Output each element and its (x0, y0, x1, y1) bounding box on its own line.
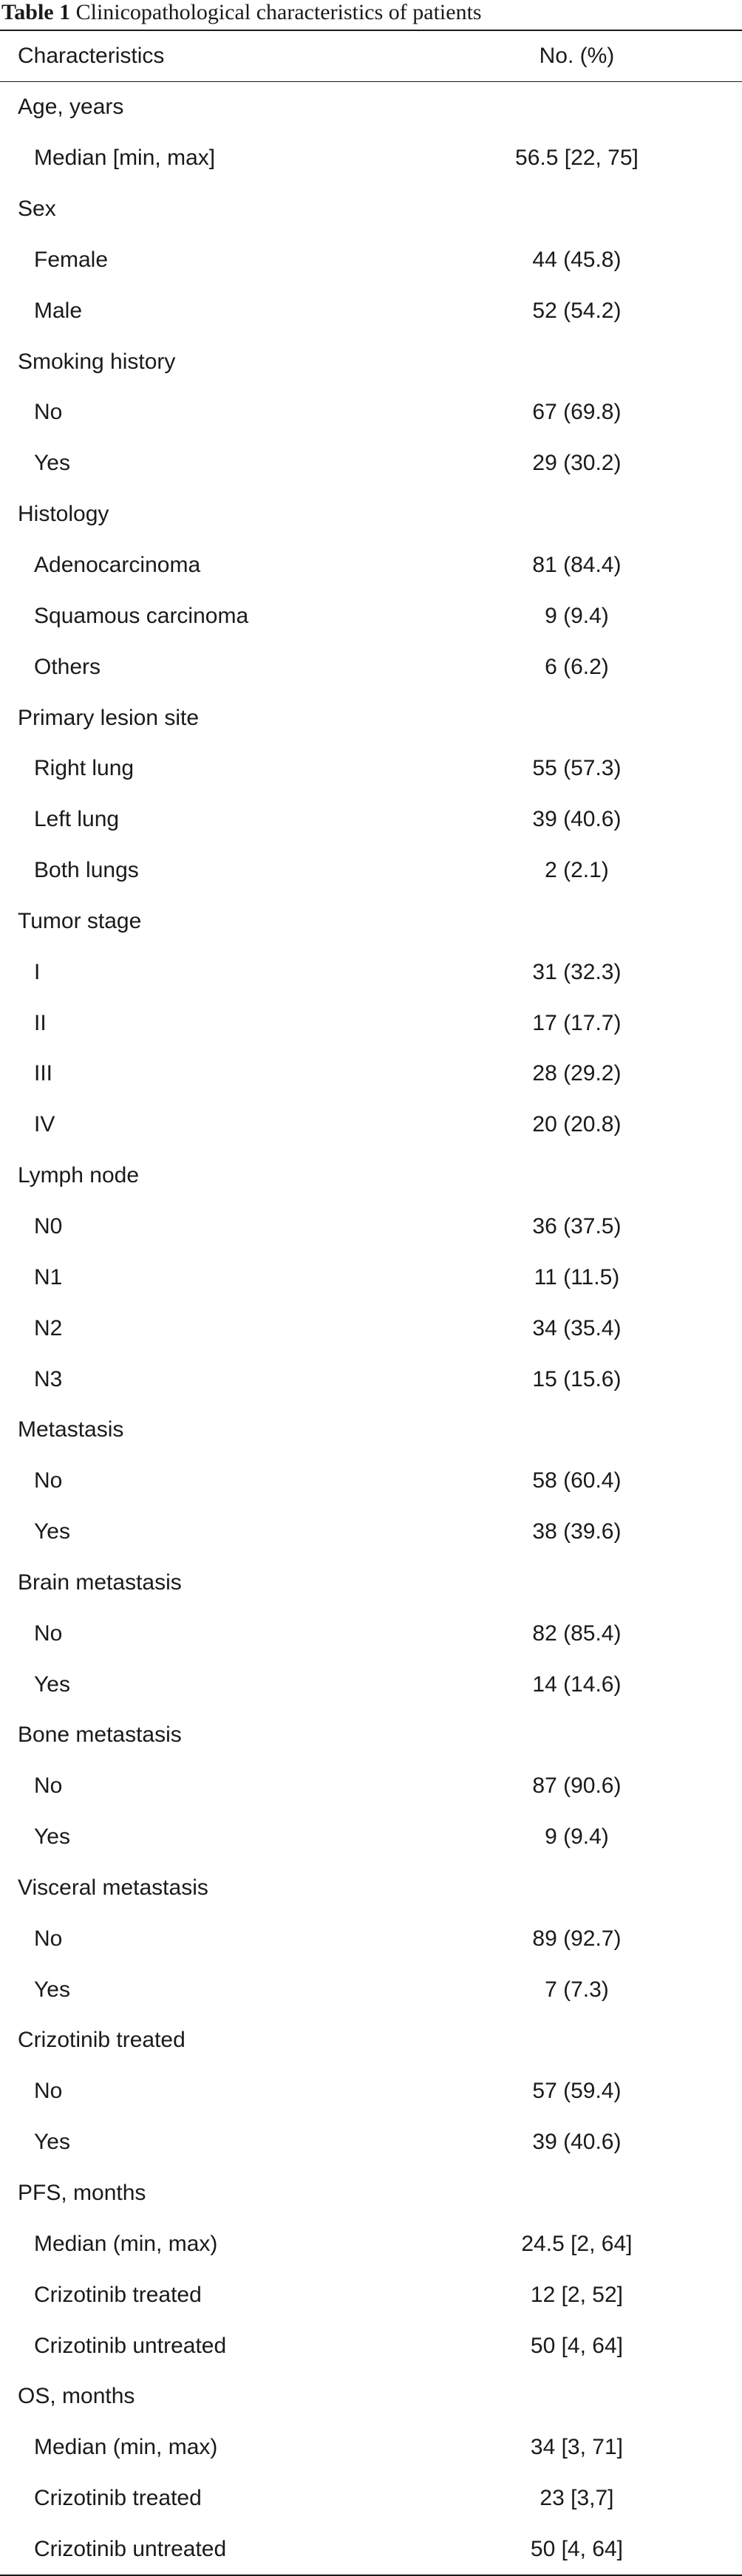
row-label: IV (34, 1112, 55, 1137)
row-spacer (691, 2066, 742, 2117)
row-value: 28 (29.2) (532, 1061, 622, 1086)
table-row (0, 1761, 742, 1812)
row-spacer (691, 2168, 742, 2219)
row-value: 39 (40.6) (532, 2130, 622, 2155)
row-spacer (691, 641, 742, 692)
table-row (0, 2269, 742, 2320)
row-spacer (691, 1608, 742, 1659)
table-row (0, 1252, 742, 1303)
group-label: Smoking history (18, 349, 176, 374)
row-spacer (691, 438, 742, 489)
row-label: Median (min, max) (34, 2435, 218, 2460)
row-label: Crizotinib treated (34, 2282, 202, 2307)
row-label: Female (34, 247, 109, 272)
row-spacer (691, 1100, 742, 1151)
row-label: Yes (34, 451, 70, 476)
row-value: 39 (40.6) (532, 807, 622, 832)
row-label: Squamous carcinoma (34, 603, 249, 628)
group-label: Histology (18, 502, 109, 527)
row-spacer (691, 1761, 742, 1812)
row-label: Right lung (34, 756, 135, 781)
data-table (0, 31, 742, 2575)
row-spacer (691, 2473, 742, 2524)
header-spacer (691, 31, 742, 81)
header-row (0, 31, 742, 81)
row-value: 57 (59.4) (532, 2079, 622, 2104)
row-label: No (34, 2079, 63, 2104)
row-spacer (691, 1710, 742, 1761)
row-value (463, 336, 691, 387)
table-row (0, 1507, 742, 1558)
table-row (0, 2473, 742, 2524)
row-spacer (691, 1913, 742, 1964)
table-group-row (0, 1557, 742, 1608)
row-spacer (691, 1557, 742, 1608)
row-spacer (691, 2371, 742, 2422)
row-spacer (691, 845, 742, 896)
row-label: Yes (34, 1519, 70, 1544)
row-spacer (691, 1049, 742, 1100)
row-label: No (34, 1468, 63, 1493)
row-label: N1 (34, 1264, 63, 1289)
row-value (463, 1405, 691, 1456)
table-group-row (0, 1863, 742, 1914)
row-label: N0 (34, 1213, 63, 1238)
table-row (0, 947, 742, 998)
table-row (0, 235, 742, 286)
row-value: 50 [4, 64] (530, 2536, 623, 2561)
table-row (0, 1303, 742, 1354)
row-value (463, 1710, 691, 1761)
row-label: No (34, 400, 63, 425)
row-value (463, 896, 691, 947)
row-value: 82 (85.4) (532, 1621, 622, 1646)
table-row (0, 1354, 742, 1405)
row-spacer (691, 1863, 742, 1914)
table-row (0, 285, 742, 336)
table-group-row (0, 82, 742, 133)
table-row (0, 998, 742, 1049)
row-label: Left lung (34, 807, 120, 832)
row-label: II (34, 1010, 47, 1035)
table-row (0, 1049, 742, 1100)
row-spacer (691, 2320, 742, 2371)
row-value: 23 [3,7] (540, 2486, 614, 2511)
row-spacer (691, 1812, 742, 1863)
table-row (0, 1659, 742, 1710)
row-spacer (691, 336, 742, 387)
row-value: 52 (54.2) (532, 298, 622, 323)
row-spacer (691, 1659, 742, 1710)
table-row (0, 590, 742, 641)
group-label: Tumor stage (18, 908, 142, 933)
table-group-row (0, 896, 742, 947)
row-value: 15 (15.6) (532, 1366, 622, 1391)
row-spacer (691, 1405, 742, 1456)
row-value: 14 (14.6) (532, 1672, 622, 1697)
row-value: 2 (2.1) (545, 858, 609, 883)
row-value: 9 (9.4) (545, 1824, 609, 1850)
group-label: PFS, months (18, 2181, 146, 2206)
group-label: Primary lesion site (18, 705, 200, 730)
row-label: N3 (34, 1366, 63, 1391)
row-label: Adenocarcinoma (34, 553, 201, 578)
table-row (0, 540, 742, 591)
table-row (0, 387, 742, 438)
row-value: 55 (57.3) (532, 756, 622, 781)
row-value (463, 489, 691, 540)
group-label: Sex (18, 197, 56, 222)
row-spacer (691, 1507, 742, 1558)
row-value: 89 (92.7) (532, 1926, 622, 1951)
group-label: Lymph node (18, 1163, 140, 1188)
row-value: 20 (20.8) (532, 1112, 622, 1137)
row-spacer (691, 1252, 742, 1303)
row-label: Crizotinib untreated (34, 2536, 227, 2561)
row-label: Crizotinib treated (34, 2486, 202, 2511)
row-value (463, 82, 691, 133)
row-label: Yes (34, 1824, 70, 1850)
table-group-row (0, 489, 742, 540)
row-value (463, 1557, 691, 1608)
table-row (0, 2066, 742, 2117)
table-group-row (0, 184, 742, 235)
header-characteristics: Characteristics (18, 44, 165, 68)
table-row (0, 1964, 742, 2015)
row-spacer (691, 1303, 742, 1354)
row-value: 67 (69.8) (532, 400, 622, 425)
row-spacer (691, 1964, 742, 2015)
table-row (0, 1913, 742, 1964)
row-label: Crizotinib untreated (34, 2333, 227, 2358)
row-spacer (691, 743, 742, 794)
table-row (0, 2218, 742, 2269)
table-group-row (0, 2015, 742, 2066)
row-value (463, 1863, 691, 1914)
row-spacer (691, 387, 742, 438)
row-value (463, 184, 691, 235)
group-label: OS, months (18, 2384, 135, 2409)
row-spacer (691, 1354, 742, 1405)
row-value: 31 (32.3) (532, 959, 622, 984)
group-label: Crizotinib treated (18, 2028, 186, 2053)
row-label: Yes (34, 1672, 70, 1697)
table-group-row (0, 1151, 742, 1202)
row-spacer (691, 1456, 742, 1507)
row-label: No (34, 1621, 63, 1646)
table-row (0, 641, 742, 692)
row-value: 58 (60.4) (532, 1468, 622, 1493)
row-value: 6 (6.2) (545, 654, 609, 679)
table-group-row (0, 1405, 742, 1456)
group-label: Bone metastasis (18, 1723, 182, 1748)
row-value (463, 1151, 691, 1202)
row-label: Median (min, max) (34, 2231, 218, 2256)
row-spacer (691, 947, 742, 998)
row-spacer (691, 2524, 742, 2575)
row-label: No (34, 1773, 63, 1799)
table-row (0, 438, 742, 489)
table-row (0, 2320, 742, 2371)
table-row (0, 2422, 742, 2473)
table-group-row (0, 1710, 742, 1761)
row-spacer (691, 133, 742, 184)
row-label: Median [min, max] (34, 146, 216, 171)
row-spacer (691, 794, 742, 845)
row-spacer (691, 2422, 742, 2473)
row-spacer (691, 2117, 742, 2168)
table-row (0, 1456, 742, 1507)
row-spacer (691, 184, 742, 235)
table-row (0, 1202, 742, 1253)
table-row (0, 743, 742, 794)
table-group-row (0, 2168, 742, 2219)
row-label: No (34, 1926, 63, 1951)
row-value: 44 (45.8) (532, 247, 622, 272)
table-row (0, 1812, 742, 1863)
row-spacer (691, 1151, 742, 1202)
row-spacer (691, 540, 742, 591)
table-group-row (0, 2371, 742, 2422)
row-label: Male (34, 298, 83, 323)
table-body (0, 82, 742, 2575)
table-row (0, 1100, 742, 1151)
row-value (463, 2168, 691, 2219)
row-value (463, 2015, 691, 2066)
group-label: Age, years (18, 95, 124, 120)
row-spacer (691, 692, 742, 743)
table-caption (0, 0, 742, 30)
table-row (0, 2524, 742, 2575)
row-value: 36 (37.5) (532, 1213, 622, 1238)
table-title: Clinicopathological characteristics of patients (75, 0, 482, 24)
row-label: Both lungs (34, 858, 139, 883)
table-row (0, 133, 742, 184)
row-spacer (691, 235, 742, 286)
row-value: 17 (17.7) (532, 1010, 622, 1035)
group-label: Visceral metastasis (18, 1875, 208, 1900)
row-spacer (691, 489, 742, 540)
row-label: Yes (34, 1977, 70, 2002)
row-value: 34 [3, 71] (530, 2435, 623, 2460)
group-label: Metastasis (18, 1417, 124, 1442)
row-value: 7 (7.3) (545, 1977, 609, 2002)
group-label: Brain metastasis (18, 1570, 182, 1595)
row-value: 87 (90.6) (532, 1773, 622, 1799)
row-spacer (691, 2269, 742, 2320)
row-value: 38 (39.6) (532, 1519, 622, 1544)
row-value (463, 2371, 691, 2422)
header-value: No. (%) (539, 44, 615, 68)
row-spacer (691, 1202, 742, 1253)
row-label: Yes (34, 2130, 70, 2155)
row-label: N2 (34, 1315, 63, 1340)
row-spacer (691, 82, 742, 133)
table-row (0, 1608, 742, 1659)
row-spacer (691, 998, 742, 1049)
row-spacer (691, 590, 742, 641)
row-value: 12 [2, 52] (530, 2282, 623, 2307)
row-value: 11 (11.5) (534, 1264, 620, 1289)
row-label: I (34, 959, 41, 984)
row-value: 56.5 [22, 75] (515, 146, 639, 171)
row-spacer (691, 2218, 742, 2269)
row-value: 9 (9.4) (545, 603, 609, 628)
row-label: III (34, 1061, 53, 1086)
row-spacer (691, 285, 742, 336)
row-spacer (691, 2015, 742, 2066)
row-value: 29 (30.2) (532, 451, 622, 476)
table-row (0, 845, 742, 896)
table-row (0, 2117, 742, 2168)
table-number: Table 1 (1, 0, 71, 24)
row-value: 24.5 [2, 64] (521, 2231, 633, 2256)
row-spacer (691, 896, 742, 947)
row-value (463, 692, 691, 743)
table-group-row (0, 692, 742, 743)
table-row (0, 794, 742, 845)
row-value: 34 (35.4) (532, 1315, 622, 1340)
row-label: Others (34, 654, 101, 679)
table-group-row (0, 336, 742, 387)
row-value: 81 (84.4) (532, 553, 622, 578)
row-value: 50 [4, 64] (530, 2333, 623, 2358)
